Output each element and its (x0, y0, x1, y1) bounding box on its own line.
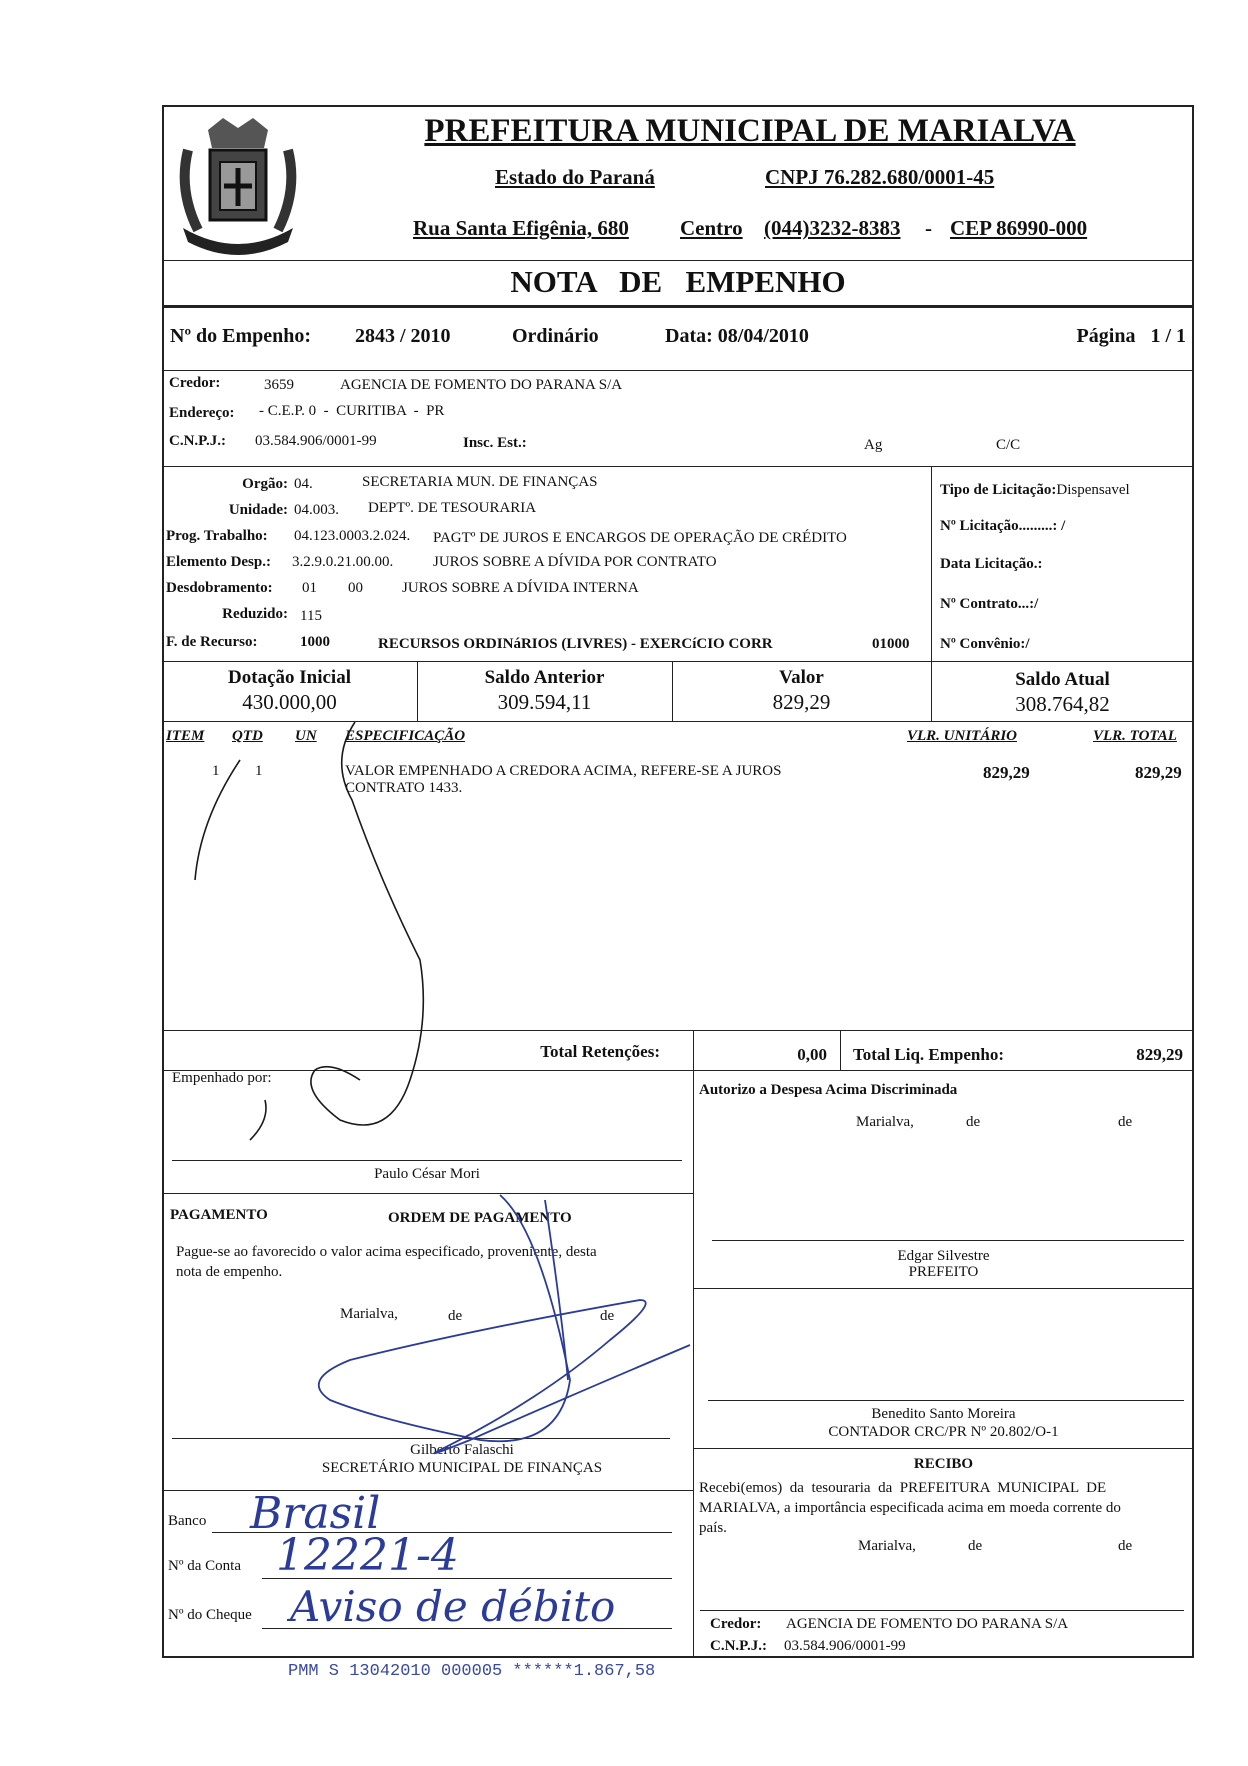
dotacao-value: 430.000,00 (242, 690, 337, 714)
saldo-anterior-value: 309.594,11 (497, 690, 592, 714)
pagamento-text-1: Pague-se ao favorecido o valor acima especificado, proveniente, desta (176, 1244, 597, 1260)
unidade-name: DEPTº. DE TESOURARIA (368, 500, 537, 516)
secretario-title: SECRETÁRIO MUNICIPAL DE FINANÇAS (321, 1460, 603, 1476)
banco-handwritten: Brasil (250, 1488, 381, 1539)
empenho-number: 2843 / 2010 (355, 325, 451, 347)
ordem-pagamento-title: ORDEM DE PAGAMENTO (388, 1210, 572, 1226)
saldo-atual-value: 308.764,82 (1015, 692, 1110, 716)
address-phone: (044)3232-8383 (764, 216, 901, 240)
prefecture-title: PREFEITURA MUNICIPAL DE MARIALVA (424, 113, 1076, 149)
tipo-licitacao-value: Dispensavel (1056, 482, 1130, 498)
recibo-city: Marialva, (858, 1538, 916, 1554)
state-name: Estado do Paraná (495, 165, 655, 189)
address-district: Centro (680, 216, 743, 240)
saldo-atual-label: Saldo Atual (1015, 669, 1110, 690)
saldo-anterior-label: Saldo Anterior (484, 667, 605, 688)
recibo-de-1: de (968, 1538, 983, 1554)
prefeito-title: PREFEITO (908, 1264, 979, 1280)
pagamento-title: PAGAMENTO (170, 1207, 268, 1223)
item-total-value: 829,29 (1135, 763, 1182, 782)
pagamento-de-1: de (448, 1308, 463, 1324)
recibo-title: RECIBO (913, 1456, 974, 1472)
col-item-header: ITEM (166, 728, 205, 744)
prog-code: 04.123.0003.2.024. (294, 528, 411, 544)
prog-label: Prog. Trabalho: (166, 528, 268, 544)
endereco-value: - C.E.P. 0 - CURITIBA - PR (259, 403, 445, 419)
credor-code: 3659 (264, 377, 294, 393)
prefecture-cnpj: CNPJ 76.282.680/0001-45 (765, 165, 995, 189)
recurso-code: 1000 (300, 634, 330, 650)
prefeito-name: Edgar Silvestre (897, 1248, 990, 1264)
cheque-label: Nº do Cheque (168, 1607, 252, 1623)
orgao-code: 04. (294, 476, 313, 492)
num-contrato: Nº Contrato...:/ (940, 596, 1039, 612)
col-un-header: UN (295, 728, 317, 744)
reduzido-value: 115 (300, 608, 322, 624)
elemento-label: Elemento Desp.: (166, 554, 271, 570)
empenho-number-label: Nº do Empenho: (170, 325, 312, 347)
insc-label: Insc. Est.: (463, 435, 527, 451)
recibo-text-1: Recebi(emos) da tesouraria da PREFEITURA MUNICIPAL DE (699, 1480, 1107, 1496)
num-convenio: Nº Convênio:/ (940, 636, 1030, 652)
recibo-text-3: país. (699, 1520, 727, 1536)
recibo-credor-name: AGENCIA DE FOMENTO DO PARANA S/A (786, 1616, 1069, 1632)
empenho-date: Data: 08/04/2010 (665, 325, 809, 347)
col-total-header: VLR. TOTAL (1093, 728, 1177, 744)
dotacao-label: Dotação Inicial (228, 667, 351, 688)
col-qtd-header: QTD (232, 728, 263, 744)
item-number: 1 (212, 763, 220, 779)
pagamento-text-2: nota de empenho. (176, 1264, 283, 1280)
recurso-label: F. de Recurso: (166, 634, 258, 650)
recibo-cnpj-label: C.N.P.J.: (710, 1638, 767, 1654)
total-liq-value: 829,29 (1136, 1045, 1183, 1064)
recurso-name: RECURSOS ORDINáRIOS (LIVRES) - EXERCíCIO CORR (378, 636, 773, 652)
orgao-label: Orgão: (242, 476, 288, 492)
empenhado-name: Paulo César Mori (374, 1166, 480, 1182)
credor-name: AGENCIA DE FOMENTO DO PARANA S/A (340, 377, 623, 393)
desdobramento-name: JUROS SOBRE A DÍVIDA INTERNA (402, 580, 639, 596)
desdobramento-label: Desdobramento: (166, 580, 273, 596)
item-unit-value: 829,29 (983, 763, 1030, 782)
elemento-code: 3.2.9.0.21.00.00. (292, 554, 394, 570)
reduzido-label: Reduzido: (222, 606, 288, 622)
total-retencoes-label: Total Retenções: (540, 1042, 660, 1061)
empenhado-label: Empenhado por: (172, 1070, 272, 1086)
pagamento-de-2: de (600, 1308, 615, 1324)
autorizo-de-1: de (966, 1114, 981, 1130)
address-cep: CEP 86990-000 (950, 216, 1088, 240)
num-licitacao: Nº Licitação.........: / (940, 518, 1066, 534)
tipo-licitacao-text: Tipo de Licitação: (940, 482, 1057, 498)
item-spec-line2: CONTRATO 1433. (345, 780, 463, 796)
cnpj-label: C.N.P.J.: (169, 433, 226, 449)
recibo-cnpj-value: 03.584.906/0001-99 (784, 1638, 906, 1654)
conta-handwritten: 12221-4 (276, 1530, 459, 1581)
unidade-label: Unidade: (228, 502, 288, 518)
valor-label: Valor (779, 667, 824, 688)
elemento-name: JUROS SOBRE A DÍVIDA POR CONTRATO (433, 554, 717, 570)
address-separator: - (925, 216, 932, 240)
banco-label: Banco (168, 1513, 207, 1529)
cc-label: C/C (996, 437, 1021, 453)
ag-label: Ag (864, 437, 883, 453)
item-spec-line1: VALOR EMPENHADO A CREDORA ACIMA, REFERE-SE A JUROS (345, 763, 782, 779)
total-liq-label: Total Liq. Empenho: (853, 1045, 1004, 1064)
orgao-name: SECRETARIA MUN. DE FINANÇAS (362, 474, 598, 490)
recibo-credor-label: Credor: (710, 1616, 762, 1632)
prog-name: PAGTº DE JUROS E ENCARGOS DE OPERAÇÃO DE CRÉDITO (433, 530, 847, 546)
valor-value: 829,29 (772, 690, 831, 714)
secretario-name: Gilberto Falaschi (410, 1442, 514, 1458)
pagamento-city: Marialva, (340, 1306, 398, 1322)
recurso-code2: 01000 (872, 636, 910, 652)
item-qty: 1 (255, 763, 263, 779)
autorizo-de-2: de (1118, 1114, 1133, 1130)
col-unit-header: VLR. UNITÁRIO (907, 728, 1018, 744)
contador-name: Benedito Santo Moreira (871, 1406, 1016, 1422)
machine-stamp: PMM S 13042010 000005 ******1.867,58 (288, 1662, 656, 1681)
page-number: Página 1 / 1 (1076, 325, 1186, 347)
col-espec-header: ESPECIFICAÇÃO (345, 728, 466, 744)
recibo-de-2: de (1118, 1538, 1133, 1554)
address-street: Rua Santa Efigênia, 680 (413, 216, 629, 240)
recibo-text-2: MARIALVA, a importância especificada acima em moeda corrente do (699, 1500, 1121, 1516)
desdobramento-a: 01 (302, 580, 317, 596)
unidade-code: 04.003. (294, 502, 339, 518)
cnpj-value: 03.584.906/0001-99 (255, 433, 377, 449)
data-licitacao: Data Licitação.: (940, 556, 1043, 572)
empenho-type: Ordinário (512, 325, 599, 347)
endereco-label: Endereço: (169, 405, 235, 421)
desdobramento-b: 00 (348, 580, 363, 596)
contador-title: CONTADOR CRC/PR Nº 20.802/O-1 (828, 1424, 1059, 1440)
conta-label: Nº da Conta (168, 1558, 241, 1574)
credor-label: Credor: (169, 375, 221, 391)
document-title: NOTA DE EMPENHO (510, 264, 846, 299)
autorizo-city: Marialva, (856, 1114, 914, 1130)
autorizo-text: Autorizo a Despesa Acima Discriminada (699, 1082, 958, 1098)
total-retencoes-value: 0,00 (797, 1045, 827, 1064)
cheque-handwritten: Aviso de débito (290, 1582, 616, 1631)
